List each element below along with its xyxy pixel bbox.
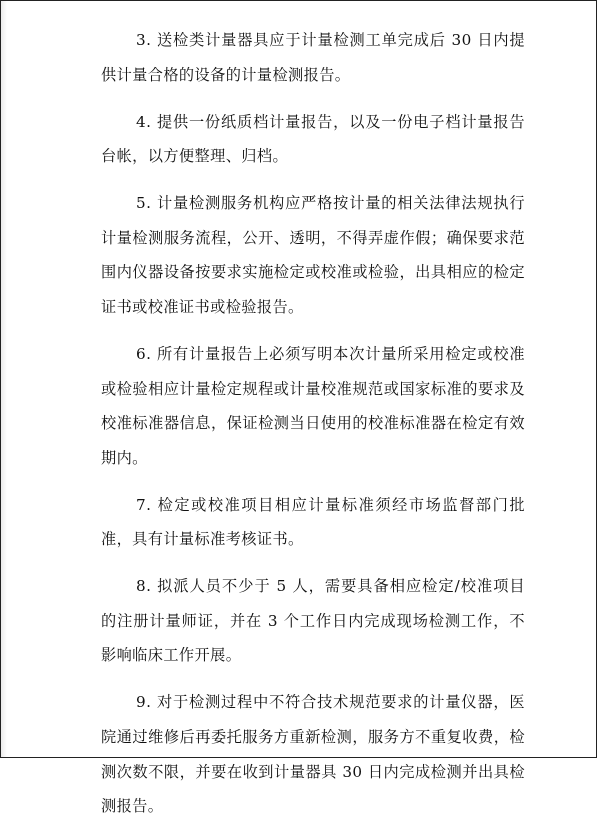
clause-4: 4. 提供一份纸质档计量报告，以及一份电子档计量报告台帐，以方便整理、归档。 — [101, 112, 525, 166]
clause-6: 6. 所有计量报告上必须写明本次计量所采用检定或校准或检验相应计量检定规程或计量校准规范或国家标准的要求及校准标准器信息，保证检测当日使用的校准标准器在检定有效期内。 — [101, 344, 525, 467]
clause-7: 7. 检定或校准项目相应计量标准须经市场监督部门批准，具有计量标准考核证书。 — [101, 495, 525, 549]
clause-8: 8. 拟派人员不少于 5 人，需要具备相应检定/校准项目的注册计量师证，并在 3 个工作日内完成现场检测工作，不影响临床工作开展。 — [101, 577, 525, 665]
document-body — [101, 23, 525, 836]
page-edge-shadow — [1, 1, 7, 757]
clause-9: 9. 对于检测过程中不符合技术规范要求的计量仪器，医院通过维修后再委托服务方重新检测，服务方不重复收费，检测次数不限，并要在收到计量器具 30 日内完成检测并出具检测报告。 — [101, 693, 525, 816]
clause-5: 5. 计量检测服务机构应严格按计量的相关法律法规执行计量检测服务流程，公开、透明，不得弄虚作假；确保要求范围内仪器设备按要求实施检定或校准或检验，出具相应的检定证书或校准证书或检验报告。 — [101, 194, 525, 316]
clause-3: 3. 送检类计量器具应于计量检测工单完成后 30 日内提供计量合格的设备的计量检测报告。 — [101, 31, 525, 84]
